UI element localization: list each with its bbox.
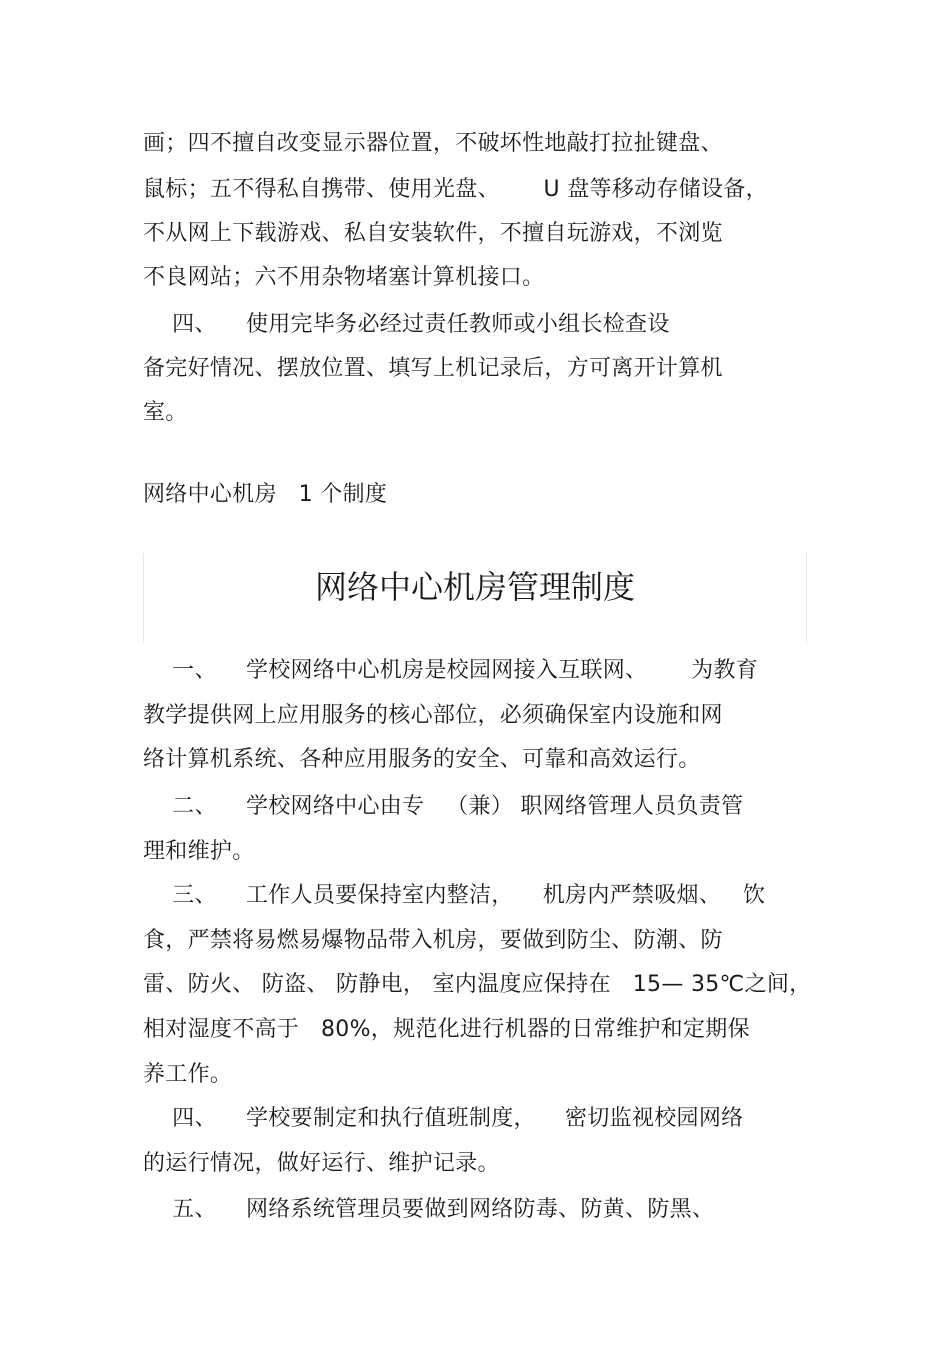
doc-line-2: 教学提供网上应用服务的核心部位，必须确保室内设施和网	[143, 703, 723, 728]
doc-line-3: 络计算机系统、各种应用服务的安全、可靠和高效运行。	[143, 747, 701, 772]
prev-line-5: 四、 使用完毕务必经过责任教师或小组长检查设	[143, 312, 670, 337]
doc-line-13: 五、 网络系统管理员要做到网络防毒、防黄、防黑、	[143, 1197, 715, 1222]
prev-line-3: 不从网上下载游戏、私自安装软件，不擅自玩游戏，不浏览	[143, 221, 723, 246]
prev-line-7: 室。	[143, 400, 188, 425]
title-box	[143, 553, 807, 643]
doc-line-11: 四、 学校要制定和执行值班制度， 密切监视校园网络	[143, 1106, 744, 1131]
doc-line-1: 一、 学校网络中心机房是校园网接入互联网、 为教育	[143, 658, 759, 683]
doc-line-4: 二、 学校网络中心由专 （兼） 职网络管理人员负责管	[143, 794, 744, 819]
doc-line-5: 理和维护。	[143, 839, 255, 864]
prev-line-6: 备完好情况、摆放位置、填写上机记录后，方可离开计算机	[143, 356, 723, 381]
doc-line-7: 食，严禁将易燃易爆物品带入机房，要做到防尘、防潮、防	[143, 928, 723, 953]
prev-line-2: 鼠标；五不得私自携带、使用光盘、 U 盘等移动存储设备，	[143, 177, 768, 202]
document-title: 网络中心机房管理制度	[314, 568, 635, 606]
doc-line-12: 的运行情况，做好运行、维护记录。	[143, 1151, 500, 1176]
doc-line-8: 雷、防火、 防盗、 防静电， 室内温度应保持在 15— 35℃之间，	[143, 972, 812, 997]
doc-line-6: 三、 工作人员要保持室内整洁， 机房内严禁吸烟、 饮	[143, 883, 766, 908]
doc-line-10: 养工作。	[143, 1062, 233, 1087]
prev-line-1: 画；四不擅自改变显示器位置，不破坏性地敲打拉扯键盘、	[143, 131, 723, 156]
section-label: 网络中心机房 1 个制度	[143, 482, 388, 507]
doc-line-9: 相对湿度不高于 80%，规范化进行机器的日常维护和定期保	[143, 1017, 750, 1042]
prev-line-4: 不良网站；六不用杂物堵塞计算机接口。	[143, 265, 545, 290]
